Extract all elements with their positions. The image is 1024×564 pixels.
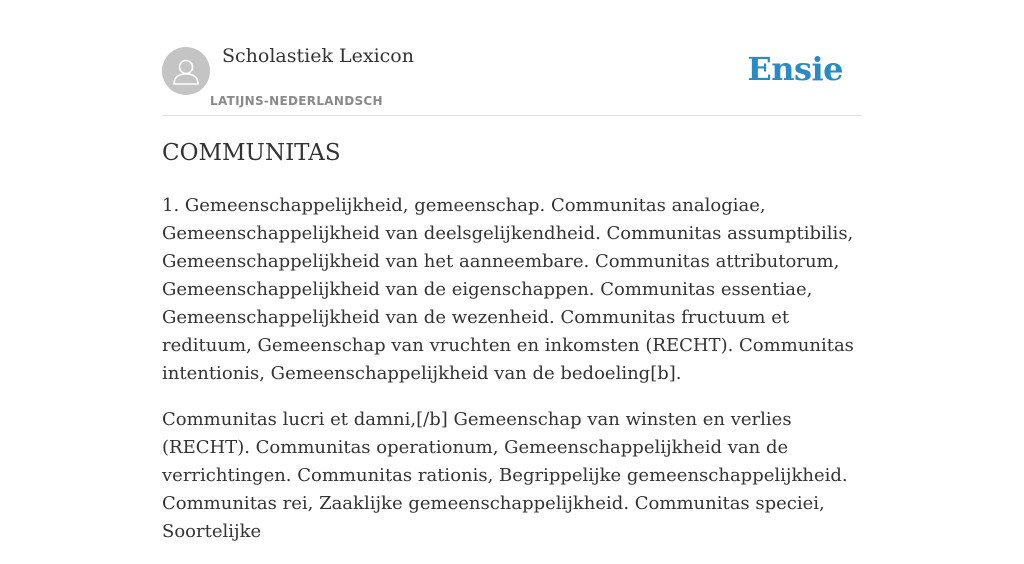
page-header [162,0,862,116]
entry-title: COMMUNITAS [162,140,341,166]
brand-logo[interactable]: Ensie [747,50,843,88]
entry-content [162,192,862,564]
user-icon [162,47,210,95]
author-avatar[interactable] [162,47,210,95]
entry-paragraph: 1. Gemeenschappelijkheid, gemeenschap. Communitas analogiae, Gemeenschappelijkheid van deelsgelijkendheid. Communitas assumptibilis, Gemeenschappelijkheid van het aanneembare. Communitas attributorum, Gemeenschappelijkheid van de eigenschappen. Communitas essentiae, Gemeenschappelijkheid van de wezenheid. Communitas fructuum et redituum, Gemeenschap van vruchten en inkomsten (RECHT). Communitas intentionis, Gemeenschappelijkheid van de bedoeling[b]. [162,195,854,384]
page-container [162,0,862,542]
dictionary-subtitle[interactable]: LATIJNS-NEDERLANDSCH [210,94,383,108]
entry-paragraph: Communitas lucri et damni,[/b] Gemeenschap van winsten en verlies (RECHT). Communitas operationum, Gemeenschappelijkheid van de verrichtingen. Communitas rationis, Begrippelijke gemeenschappelijkheid. Communitas rei, Zaaklijke gemeenschappelijkheid. Communitas speciei, Soortelijke [162,409,848,542]
author-name[interactable]: Scholastiek Lexicon [222,45,414,67]
